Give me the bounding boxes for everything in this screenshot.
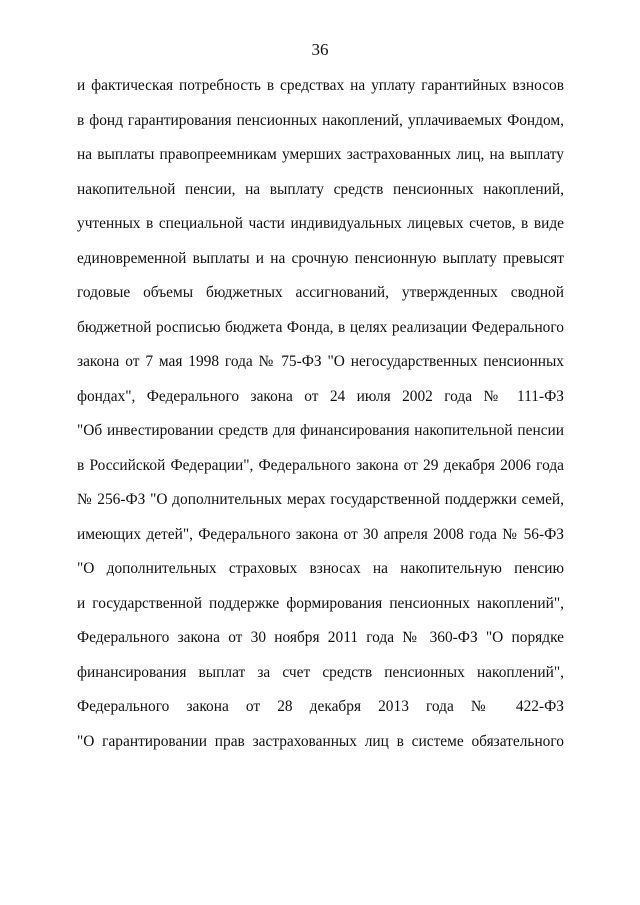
- text-line: учтенных в специальной части индивидуальных лицевых счетов, в виде: [77, 215, 564, 232]
- text-line: фондах", Федерального закона от 24 июля 2002 года № 111-ФЗ: [77, 387, 564, 405]
- text-line: финансирования выплат за счет средств пенсионных накоплений",: [77, 663, 564, 681]
- text-line: в фонд гарантирования пенсионных накоплений, уплачиваемых Фондом,: [77, 111, 564, 129]
- text-line: годовые объемы бюджетных ассигнований, утвержденных сводной: [77, 284, 564, 301]
- text-line: в Российской Федерации", Федерального закона от 29 декабря 2006 года: [77, 456, 564, 474]
- text-line: единовременной выплаты и на срочную пенсионную выплату превысят: [77, 249, 564, 267]
- text-line: "О гарантировании прав застрахованных лиц в системе обязательного: [77, 732, 564, 750]
- text-line: имеющих детей", Федерального закона от 30 апреля 2008 года № 56-ФЗ: [77, 525, 564, 543]
- text-line: Федерального закона от 30 ноября 2011 года № 360-ФЗ "О порядке: [77, 629, 564, 646]
- text-line: закона от 7 мая 1998 года № 75-ФЗ "О негосударственных пенсионных: [77, 353, 564, 370]
- text-line: "О дополнительных страховых взносах на накопительную пенсию: [77, 560, 564, 577]
- text-line: бюджетной росписью бюджета Фонда, в целях реализации Федерального: [77, 318, 564, 336]
- text-line: Федерального закона от 28 декабря 2013 года № 422-ФЗ: [77, 698, 564, 715]
- text-line: и фактическая потребность в средствах на уплату гарантийных взносов: [77, 77, 564, 94]
- page-number: 36: [311, 40, 329, 59]
- text-line: на выплаты правопреемникам умерших застрахованных лиц, на выплату: [77, 146, 564, 163]
- text-line: и государственной поддержке формирования пенсионных накоплений",: [77, 594, 564, 612]
- text-line: № 256-ФЗ "О дополнительных мерах государственной поддержки семей,: [77, 491, 564, 508]
- text-line: "Об инвестировании средств для финансирования накопительной пенсии: [77, 422, 564, 439]
- text-line: накопительной пенсии, на выплату средств пенсионных накоплений,: [77, 180, 564, 198]
- body-text: [77, 74, 564, 764]
